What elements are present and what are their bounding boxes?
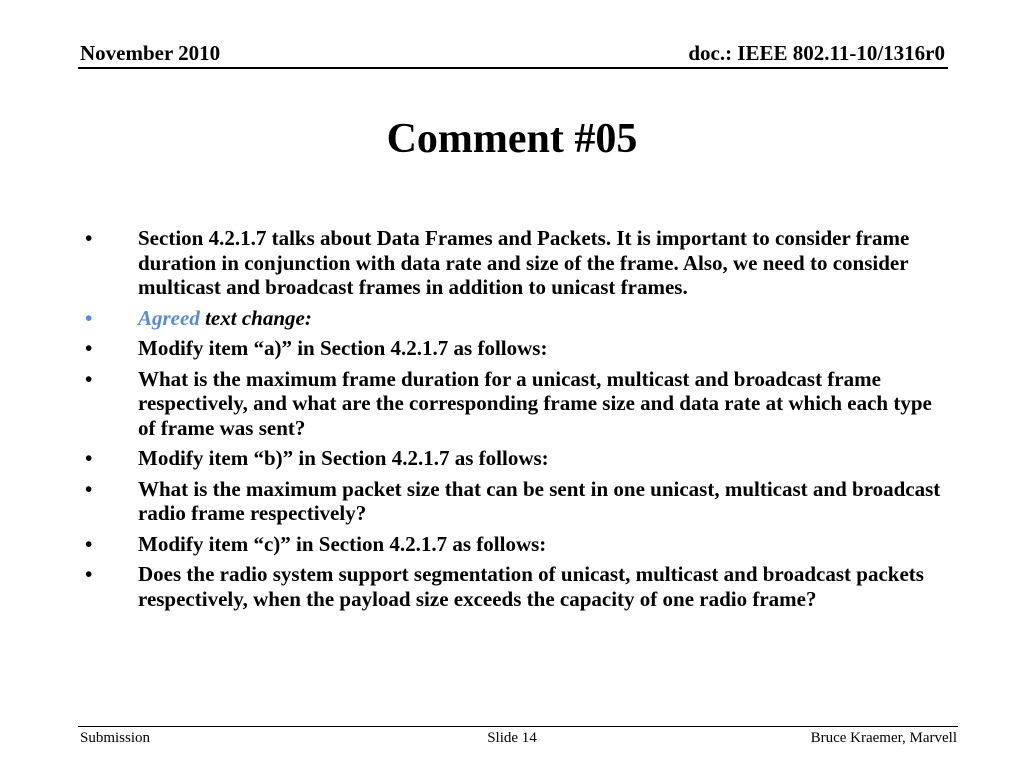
bullet-marker: • (85, 305, 93, 330)
bullet-text: Section 4.2.1.7 talks about Data Frames and Packets. It is important to consider frame duration in conjunction with data rate and size of the frame. Also, we need to consider multicast and broadcast frames in addition to unicast frames. (138, 226, 910, 299)
bullet-text: Modify item “b)” in Section 4.2.1.7 as follows: (138, 446, 549, 470)
bullet-text: What is the maximum frame duration for a unicast, multicast and broadcast frame respectively, and what are the corresponding frame size and data rate at which each type of frame was sent? (138, 366, 932, 440)
bullet-item-agreed (83, 306, 943, 331)
bullet-item (83, 367, 943, 441)
bullet-text: Modify item “a)” in Section 4.2.1.7 as follows: (138, 336, 548, 360)
bullet-item (83, 336, 943, 361)
footer-submission: Submission (80, 730, 151, 746)
bullet-item (83, 477, 943, 526)
bullet-text: What is the maximum packet size that can be sent in one unicast, multicast and broadcast radio frame respectively? (138, 476, 941, 525)
footer-slide-number: Slide 14 (487, 730, 537, 746)
header-rule (78, 67, 948, 69)
bullet-marker: • (85, 562, 93, 586)
bullet-item (83, 226, 943, 300)
footer-author: Bruce Kraemer, Marvell (810, 730, 957, 746)
slide-title: Comment #05 (386, 116, 638, 162)
bullet-item (83, 446, 943, 471)
bullet-list (83, 226, 943, 617)
footer-rule (78, 726, 958, 727)
bullet-marker: • (85, 531, 93, 556)
agreed-label: Agreed (138, 305, 200, 330)
bullet-item (83, 532, 943, 557)
bullet-marker: • (85, 446, 93, 470)
bullet-text: Modify item “c)” in Section 4.2.1.7 as follows: (138, 531, 547, 556)
bullet-marker: • (85, 226, 93, 250)
agreed-text: text change: (205, 305, 312, 330)
bullet-item (83, 562, 943, 611)
header-date: November 2010 (80, 41, 221, 65)
bullet-text: Does the radio system support segmentation of unicast, multicast and broadcast packets respectively, when the payload size exceeds the capacity of one radio frame? (138, 562, 924, 611)
bullet-marker: • (85, 476, 93, 501)
header-doc-id: doc.: IEEE 802.11-10/1316r0 (688, 41, 945, 65)
bullet-marker: • (85, 336, 93, 360)
bullet-marker: • (85, 366, 93, 391)
